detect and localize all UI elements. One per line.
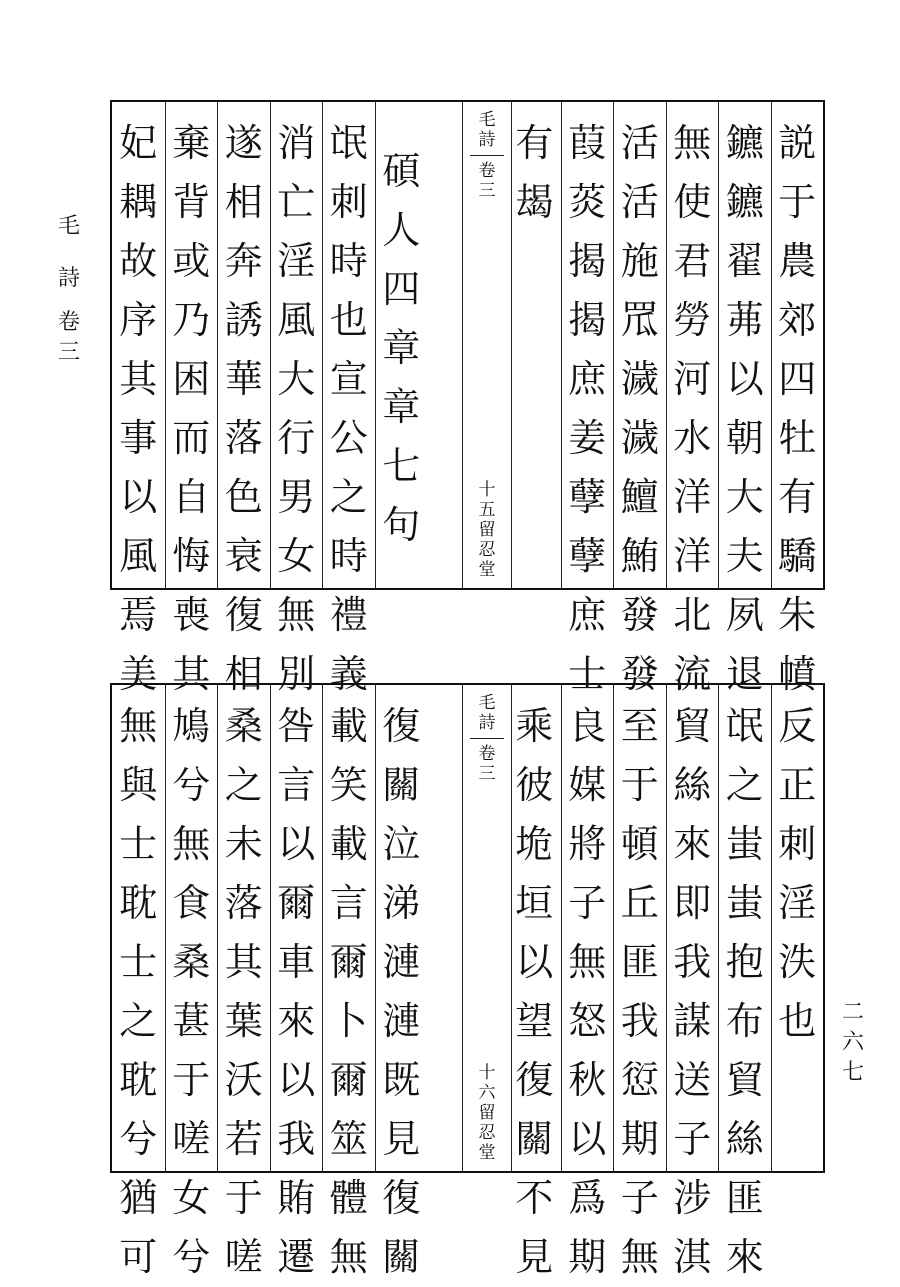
text-char: 風: [119, 534, 158, 578]
text-char: 使: [673, 180, 712, 224]
text-char: 流: [673, 652, 712, 696]
text-char: 匪: [620, 940, 659, 984]
text-char: 孽: [568, 475, 607, 519]
text-char: 濊: [620, 357, 659, 401]
text-char: 未: [224, 822, 263, 866]
text-char: 于: [778, 180, 817, 224]
text-column: [217, 685, 270, 1279]
spine-folio: 十六: [478, 1063, 496, 1103]
text-char: 絲: [725, 1117, 764, 1161]
text-char: 于: [224, 1176, 263, 1220]
text-char: 鳩: [172, 704, 211, 748]
text-char: 活: [620, 121, 659, 165]
text-column: [165, 102, 218, 696]
text-char: 關: [515, 1117, 554, 1161]
text-column: [112, 102, 165, 696]
text-char: 庶: [568, 357, 607, 401]
text-char: 義: [329, 652, 368, 696]
text-char: 抱: [725, 940, 764, 984]
text-char: 咎: [277, 704, 316, 748]
text-char: 之: [725, 763, 764, 807]
text-char: 我: [673, 940, 712, 984]
text-char: 別: [277, 652, 316, 696]
text-char: 無: [673, 121, 712, 165]
text-column: [666, 685, 719, 1279]
text-char: 士: [119, 822, 158, 866]
spine-hall-name: 留忍堂: [478, 520, 496, 580]
margin-book-title-char: 詩: [58, 266, 81, 291]
text-char: 四: [382, 267, 421, 311]
text-char: 説: [778, 121, 817, 165]
text-char: 可: [119, 1235, 158, 1279]
text-char: 桑: [172, 940, 211, 984]
text-char: 相: [224, 180, 263, 224]
text-column: [561, 102, 614, 696]
text-char: 禮: [329, 593, 368, 637]
text-char: 茀: [725, 298, 764, 342]
text-char: 北: [673, 593, 712, 637]
text-char: 愆: [620, 1058, 659, 1102]
spine-book-title: 毛詩: [478, 693, 496, 733]
text-char: 活: [620, 180, 659, 224]
leaf-lower-left-half: [112, 685, 427, 1279]
text-char: 期: [620, 1117, 659, 1161]
text-char: 行: [277, 416, 316, 460]
text-char: 公: [329, 416, 368, 460]
text-char: 兮: [119, 1117, 158, 1161]
text-char: 夫: [725, 534, 764, 578]
text-char: 之: [329, 475, 368, 519]
text-char: 體: [329, 1176, 368, 1220]
text-char: 既: [382, 1058, 421, 1102]
text-char: 章: [382, 385, 421, 429]
text-char: 氓: [725, 704, 764, 748]
text-column: [270, 102, 323, 696]
text-char: 猶: [119, 1176, 158, 1220]
text-char: 美: [119, 652, 158, 696]
spine-divider: [470, 738, 504, 739]
text-char: 宣: [329, 357, 368, 401]
text-char: 序: [119, 298, 158, 342]
text-char: 鱣: [620, 475, 659, 519]
text-char: 女: [277, 534, 316, 578]
text-char: 或: [172, 239, 211, 283]
text-char: 困: [172, 357, 211, 401]
text-char: 來: [673, 822, 712, 866]
text-char: 其: [119, 357, 158, 401]
text-char: 落: [224, 881, 263, 925]
text-char: 媒: [568, 763, 607, 807]
text-char: 涉: [673, 1176, 712, 1220]
text-char: 桑: [224, 704, 263, 748]
text-char: 誘: [224, 298, 263, 342]
text-char: 消: [277, 121, 316, 165]
text-char: 子: [620, 1176, 659, 1220]
margin-book-title-char: 三: [58, 340, 81, 365]
text-char: 揭: [568, 298, 607, 342]
text-column: [718, 685, 771, 1279]
leaf-lower-right-half: [508, 685, 823, 1279]
text-char: 至: [620, 704, 659, 748]
text-char: 鮪: [620, 534, 659, 578]
section-heading-column: [375, 102, 428, 588]
text-char: 葉: [224, 999, 263, 1043]
text-char: 發: [620, 593, 659, 637]
text-char: 妃: [119, 121, 158, 165]
text-char: 淫: [277, 239, 316, 283]
text-char: 子: [673, 1117, 712, 1161]
text-column: [112, 685, 165, 1279]
text-char: 以: [725, 357, 764, 401]
text-char: 之: [119, 999, 158, 1043]
text-char: 施: [620, 239, 659, 283]
text-char: 貿: [725, 1058, 764, 1102]
text-char: 于: [620, 763, 659, 807]
text-column: [613, 685, 666, 1279]
text-char: 棄: [172, 121, 211, 165]
text-char: 女: [172, 1176, 211, 1220]
text-char: 嗟: [224, 1235, 263, 1279]
text-char: 色: [224, 475, 263, 519]
text-char: 頓: [620, 822, 659, 866]
text-char: 時: [329, 239, 368, 283]
text-char: 夙: [725, 593, 764, 637]
text-column: [666, 102, 719, 696]
text-char: 以: [277, 822, 316, 866]
text-char: 碩: [382, 149, 421, 193]
text-char: 水: [673, 416, 712, 460]
text-char: 淫: [778, 881, 817, 925]
text-char: 朱: [778, 593, 817, 637]
text-char: 漣: [382, 999, 421, 1043]
text-char: 涕: [382, 881, 421, 925]
text-char: 華: [224, 357, 263, 401]
spine-folio: 十五: [478, 480, 496, 520]
text-char: 爲: [568, 1176, 607, 1220]
text-char: 復: [382, 704, 421, 748]
text-char: 男: [277, 475, 316, 519]
text-char: 車: [277, 940, 316, 984]
text-char: 卜: [329, 999, 368, 1043]
margin-page-number: [842, 998, 864, 1088]
margin-page-number-char: 六: [842, 1030, 865, 1055]
text-char: 葚: [172, 999, 211, 1043]
text-char: 焉: [119, 593, 158, 637]
text-char: 鑣: [725, 121, 764, 165]
text-char: 復: [515, 1058, 554, 1102]
margin-book-title-char: 毛: [58, 214, 81, 239]
text-char: 不: [515, 1176, 554, 1220]
text-char: 罛: [620, 298, 659, 342]
text-char: 于: [172, 1058, 211, 1102]
text-char: 見: [382, 1117, 421, 1161]
text-char: 無: [329, 1235, 368, 1279]
text-char: 關: [382, 763, 421, 807]
text-char: 落: [224, 416, 263, 460]
text-char: 有: [778, 475, 817, 519]
text-char: 彼: [515, 763, 554, 807]
text-char: 秋: [568, 1058, 607, 1102]
text-char: 有: [515, 121, 554, 165]
text-char: 背: [172, 180, 211, 224]
text-char: 垝: [515, 822, 554, 866]
text-char: 朝: [725, 416, 764, 460]
leaf-upper-spine: [462, 102, 512, 588]
text-char: 笑: [329, 763, 368, 807]
spine-hall-name: 留忍堂: [478, 1103, 496, 1163]
text-char: 風: [277, 298, 316, 342]
text-column: [165, 685, 218, 1279]
text-char: 載: [329, 822, 368, 866]
text-char: 洋: [673, 534, 712, 578]
text-char: 謀: [673, 999, 712, 1043]
text-char: 人: [382, 208, 421, 252]
text-char: 牡: [778, 416, 817, 460]
text-char: 庶: [568, 593, 607, 637]
text-char: 蚩: [725, 881, 764, 925]
text-char: 相: [224, 652, 263, 696]
text-char: 其: [172, 652, 211, 696]
text-char: 朅: [515, 180, 554, 224]
text-char: 泆: [778, 940, 817, 984]
text-char: 筮: [329, 1117, 368, 1161]
text-char: 洋: [673, 475, 712, 519]
text-char: 河: [673, 357, 712, 401]
text-char: 刺: [329, 180, 368, 224]
leaf-upper: [110, 100, 825, 696]
text-char: 言: [277, 763, 316, 807]
text-char: 無: [277, 593, 316, 637]
text-column: [322, 685, 375, 1279]
text-char: 漣: [382, 940, 421, 984]
text-char: 耽: [119, 1058, 158, 1102]
text-char: 亡: [277, 180, 316, 224]
text-char: 也: [778, 999, 817, 1043]
text-char: 七: [382, 444, 421, 488]
text-char: 翟: [725, 239, 764, 283]
text-char: 無: [568, 940, 607, 984]
text-char: 食: [172, 881, 211, 925]
text-char: 若: [224, 1117, 263, 1161]
text-char: 農: [778, 239, 817, 283]
leaf-lower: [110, 683, 825, 1279]
text-char: 蚩: [725, 822, 764, 866]
text-char: 丘: [620, 881, 659, 925]
text-char: 菼: [568, 180, 607, 224]
text-char: 郊: [778, 298, 817, 342]
text-char: 耽: [119, 881, 158, 925]
text-char: 嗟: [172, 1117, 211, 1161]
text-char: 無: [119, 704, 158, 748]
text-char: 退: [725, 652, 764, 696]
text-char: 絲: [673, 763, 712, 807]
text-char: 來: [277, 999, 316, 1043]
text-char: 鑣: [725, 180, 764, 224]
text-column: [375, 685, 428, 1279]
text-char: 怒: [568, 999, 607, 1043]
text-char: 時: [329, 534, 368, 578]
text-column: [718, 102, 771, 696]
text-char: 與: [119, 763, 158, 807]
text-char: 奔: [224, 239, 263, 283]
text-char: 爾: [329, 1058, 368, 1102]
text-char: 姜: [568, 416, 607, 460]
text-char: 送: [673, 1058, 712, 1102]
text-char: 泣: [382, 822, 421, 866]
text-char: 葭: [568, 121, 607, 165]
margin-page-number-char: 二: [842, 1000, 865, 1025]
text-char: 大: [277, 357, 316, 401]
text-char: 爾: [329, 940, 368, 984]
text-char: 垣: [515, 881, 554, 925]
text-column: [508, 685, 561, 1279]
text-char: 悔: [172, 534, 211, 578]
text-char: 士: [568, 652, 607, 696]
text-char: 載: [329, 704, 368, 748]
text-column: [322, 102, 375, 696]
text-column: [270, 685, 323, 1279]
text-char: 句: [382, 503, 421, 547]
text-char: 大: [725, 475, 764, 519]
section-heading-column: [771, 685, 824, 1171]
text-char: 之: [224, 763, 263, 807]
text-char: 見: [515, 1235, 554, 1279]
text-char: 君: [673, 239, 712, 283]
text-char: 反: [778, 704, 817, 748]
spine-volume: 卷三: [478, 161, 496, 201]
text-char: 望: [515, 999, 554, 1043]
text-char: 喪: [172, 593, 211, 637]
text-char: 沃: [224, 1058, 263, 1102]
text-char: 爾: [277, 881, 316, 925]
text-char: 其: [224, 940, 263, 984]
text-char: 來: [725, 1235, 764, 1279]
text-char: 濊: [620, 416, 659, 460]
spine-volume: 卷三: [478, 744, 496, 784]
leaf-lower-spine: [462, 685, 512, 1171]
text-char: 士: [119, 940, 158, 984]
text-column: [613, 102, 666, 696]
text-char: 貿: [673, 704, 712, 748]
text-char: 我: [620, 999, 659, 1043]
text-char: 驕: [778, 534, 817, 578]
text-char: 兮: [172, 1235, 211, 1279]
text-char: 我: [277, 1117, 316, 1161]
leaf-upper-right-half: [508, 102, 823, 696]
text-char: 以: [277, 1058, 316, 1102]
text-char: 也: [329, 298, 368, 342]
text-char: 以: [568, 1117, 607, 1161]
text-char: 揭: [568, 239, 607, 283]
text-char: 言: [329, 881, 368, 925]
text-char: 無: [172, 822, 211, 866]
text-column: [217, 102, 270, 696]
text-char: 以: [119, 475, 158, 519]
margin-book-title-char: 卷: [58, 310, 81, 335]
text-char: 遷: [277, 1235, 316, 1279]
text-char: 發: [620, 652, 659, 696]
text-char: 淇: [673, 1235, 712, 1279]
text-char: 幩: [778, 652, 817, 696]
text-char: 匪: [725, 1176, 764, 1220]
text-char: 以: [515, 940, 554, 984]
text-char: 孽: [568, 534, 607, 578]
text-char: 自: [172, 475, 211, 519]
text-char: 氓: [329, 121, 368, 165]
text-char: 期: [568, 1235, 607, 1279]
text-char: 而: [172, 416, 211, 460]
text-char: 乃: [172, 298, 211, 342]
text-column: [561, 685, 614, 1279]
text-char: 良: [568, 704, 607, 748]
text-char: 布: [725, 999, 764, 1043]
text-char: 無: [620, 1235, 659, 1279]
margin-page-number-char: 七: [842, 1060, 865, 1085]
text-char: 章: [382, 326, 421, 370]
margin-book-title: [58, 212, 80, 368]
spine-book-title: 毛詩: [478, 110, 496, 150]
text-char: 故: [119, 239, 158, 283]
text-char: 正: [778, 763, 817, 807]
text-char: 勞: [673, 298, 712, 342]
text-char: 事: [119, 416, 158, 460]
text-char: 將: [568, 822, 607, 866]
text-char: 即: [673, 881, 712, 925]
text-char: 賄: [277, 1176, 316, 1220]
text-char: 復: [382, 1176, 421, 1220]
text-char: 乘: [515, 704, 554, 748]
text-char: 衰: [224, 534, 263, 578]
spine-divider: [470, 155, 504, 156]
text-char: 兮: [172, 763, 211, 807]
text-char: 關: [382, 1235, 421, 1279]
text-char: 四: [778, 357, 817, 401]
text-char: 耦: [119, 180, 158, 224]
text-char: 遂: [224, 121, 263, 165]
text-char: 子: [568, 881, 607, 925]
text-char: 復: [224, 593, 263, 637]
text-column: [771, 102, 824, 696]
text-char: 刺: [778, 822, 817, 866]
leaf-upper-left-half: [112, 102, 427, 696]
text-column: [508, 102, 561, 588]
